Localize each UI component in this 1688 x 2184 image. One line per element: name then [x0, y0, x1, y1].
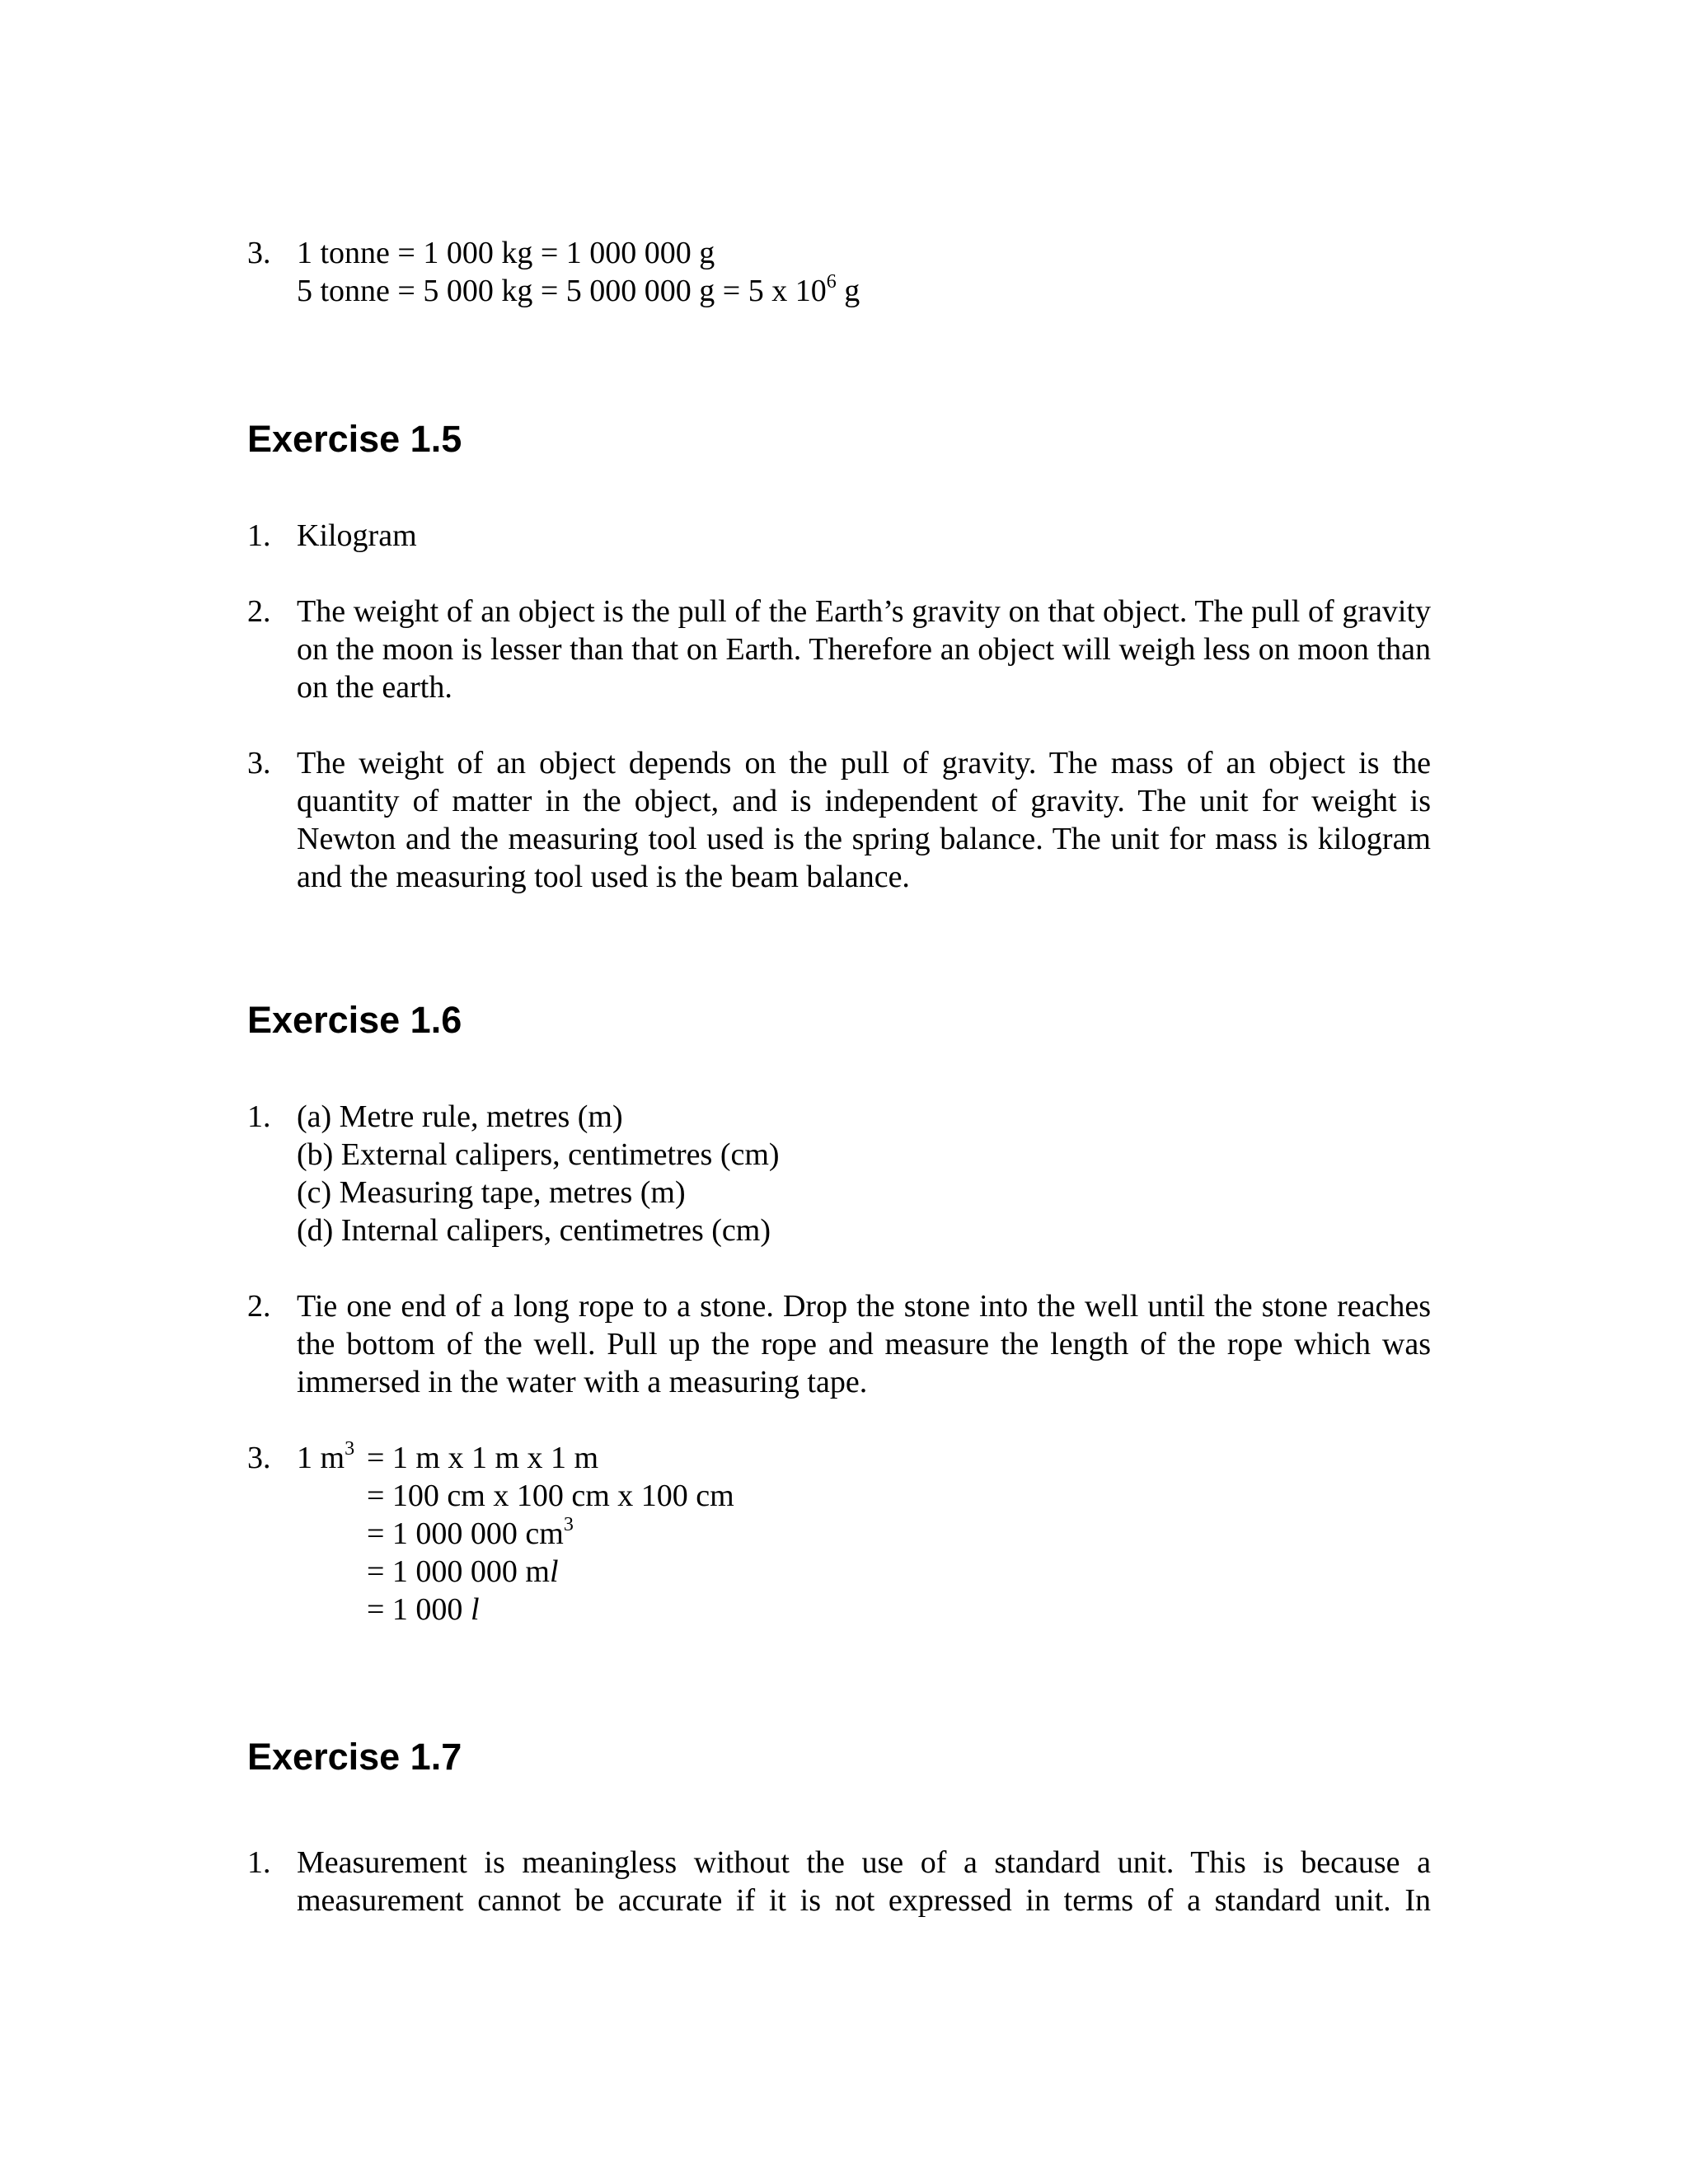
item-text: Kilogram	[297, 518, 417, 553]
item-text: The weight of an object depends on the pull of gravity. The mass of an object is the quantity of matter in the object, and is independent of gravity. The unit for weight is Newton and the measuring tool used is the spring balance. The unit for mass is kilogram and the measuring tool used is the beam balance.	[297, 746, 1431, 894]
instrument-line-a: (a) Metre rule, metres (m)	[297, 1099, 623, 1134]
volume-line-3: = 1 000 000 $cm^3$	[367, 1514, 574, 1551]
item-number: 3.	[247, 236, 271, 270]
ex15-item-1	[247, 517, 1431, 555]
exercise-1-5-heading: Exercise 1.5	[247, 418, 462, 460]
exercise-1-7-heading: Exercise 1.7	[247, 1736, 462, 1778]
instrument-line-b: (b) External calipers, centimetres (cm)	[297, 1137, 780, 1172]
tonne-line-1: 1 tonne = 1 000 kg = 1 000 000 g	[297, 236, 715, 270]
ex15-item-2	[247, 593, 1431, 706]
item-number: 3.	[247, 1441, 271, 1475]
ex16-item-3	[247, 1439, 1431, 1629]
volume-line-5: = 1 000 l	[367, 1592, 480, 1627]
item-number: 1.	[247, 1099, 271, 1134]
ex15-item-3	[247, 744, 1431, 896]
ex17-item-1	[247, 1844, 1431, 1919]
ex16-item-2	[247, 1287, 1431, 1401]
volume-line-4: = 1 000 000 ml	[367, 1554, 559, 1589]
tonne-line-2: 5 tonne = 5 000 kg = 5 000 000 g = 5 x $10^6$ g	[297, 271, 860, 308]
item-number: 2.	[247, 594, 271, 629]
volume-line-1: 1 $m^3 = 1$ m x 1 m x 1 m	[297, 1438, 599, 1475]
instrument-line-d: (d) Internal calipers, centimetres (cm)	[297, 1213, 771, 1248]
item-number: 2.	[247, 1289, 271, 1324]
item-text: Measurement is meaningless without the use of a standard unit. This is because a measurement cannot be accurate if it is not expressed in terms of a standard unit. In	[297, 1845, 1431, 1918]
item-number: 3.	[247, 746, 271, 780]
item-text: Tie one end of a long rope to a stone. Drop the stone into the well until the stone reaches the bottom of the well. Pull up the rope and measure the length of the rope which was immersed in the water with a measuring tape.	[297, 1289, 1431, 1399]
tonne-conversion-item	[247, 234, 1431, 310]
volume-conversion	[297, 1439, 1431, 1629]
item-number: 1.	[247, 1845, 271, 1880]
instrument-line-c: (c) Measuring tape, metres (m)	[297, 1175, 686, 1210]
exercise-1-6-heading: Exercise 1.6	[247, 999, 462, 1041]
item-text: The weight of an object is the pull of the Earth’s gravity on that object. The pull of gravity on the moon is lesser than that on Earth. Therefore an object will weigh less on moon than on the earth.	[297, 594, 1431, 705]
ex16-item-1	[247, 1098, 1431, 1249]
volume-line-2: = 100 cm x 100 cm x 100 cm	[367, 1479, 734, 1513]
item-number: 1.	[247, 518, 271, 553]
